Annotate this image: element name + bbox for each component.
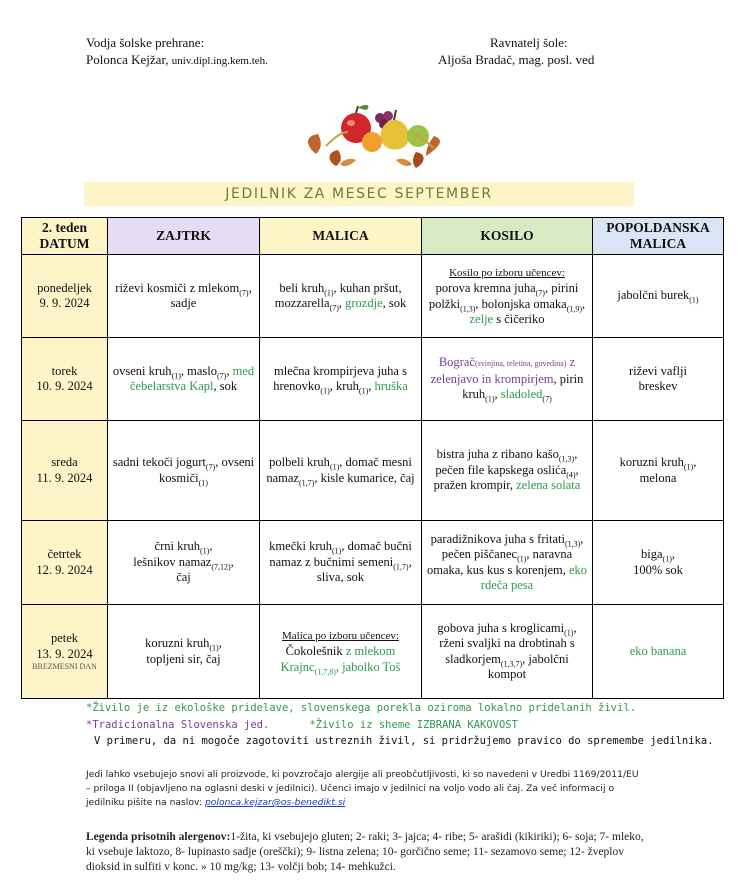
date-label: DATUM [39, 236, 90, 251]
allergy-info [86, 768, 646, 810]
malica-cell: polbeli kruh$_{(1)}$, domač mesni namaz$_{(1,7)}$, kisle kumarice, čaj [260, 421, 422, 521]
day-name: torek [51, 363, 78, 378]
day-date: 9. 9. 2024 [39, 296, 90, 310]
headmaster-name: Aljoša Bradač, mag. posl. ved [438, 52, 595, 67]
pop-malica-cell: jabolčni burek$_{(1)}$ [593, 255, 724, 338]
day-name: petek [50, 631, 79, 645]
contact-email-link[interactable]: polonca.kejzar@os-benedikt.si [204, 797, 346, 808]
notes-block [86, 700, 714, 750]
day-name: četrtek [47, 547, 82, 561]
menu-title: JEDILNIK ZA MESEC SEPTEMBER [225, 186, 493, 202]
day-date: 12. 9. 2024 [36, 562, 93, 577]
notes-line-2 [86, 717, 714, 734]
legend-text: 1-žita, ki vsebujejo gluten; 2- raki; 3- jajca; 4- ribe; 5- arašidi (kikiriki); 6- soja; 7- mleko, ki vsebuje laktozo, 8- lupinasto sadje (oreščki); 9- listna zelena; 10- gorčično seme; 11- sezamovo seme; 12- žveplov dioksid in sulfiti v konc. » 10 mg/kg; 13- volčji bob; 14- mehkužci. [86, 831, 644, 873]
disclaimer-note: V primeru, da ni mogoče zagotoviti ustreznih živil, si pridržujemo pravico do spremembe jedilnika. [94, 735, 714, 747]
allergy-info-text: Jedi lahko vsebujejo snovi ali proizvode, ki povzročajo alergije ali preobčutljivosti, ki so navedeni v Uredbi 1169/2011/EU – priloga II (objavljeno na oglasni deski v jedilnici). Učenci imajo v jedilnici na voljo vodo ali čaj. Za več informacij o jedilniku pišite na naslov: [86, 769, 639, 808]
pop-label-1: POPOLDANSKA [606, 220, 710, 235]
kosilo-cell: Kosilo po izboru učencev: porova kremna juha$_{(7)}$, pirini polžki$_{(1,3)}$, bolonjska omaka$_{(1,9)}$, zelje s čičeriko [422, 255, 593, 338]
day-name: sreda [51, 455, 78, 469]
kosilo-cell: gobova juha s kroglicami$_{(1)}$, rženi svaljki na drobtinah s sladkorjem$_{(1,3,7)}$, jabolčni kompot [422, 605, 593, 699]
quality-note: *Živilo iz sheme IZBRANA KAKOVOST [309, 718, 518, 731]
week-label: 2. teden [42, 220, 87, 235]
table-row [22, 255, 724, 338]
pop-malica-cell: biga$_{(1)}$, 100% sok [593, 521, 724, 605]
pop-malica-cell: riževi vaflji breskev [593, 338, 724, 421]
allergen-legend [86, 830, 646, 875]
zajtrk-column-header: ZAJTRK [108, 218, 260, 255]
zajtrk-cell: riževi kosmiči z mlekom$_{(7)}$, sadje [108, 255, 260, 338]
meatless-day-note: BREZMESNI DAN [32, 662, 97, 671]
table-header-row [22, 218, 724, 255]
zajtrk-cell: črni kruh$_{(1)}$, lešnikov namaz$_{(7,12)}$, čaj [108, 521, 260, 605]
kosilo-cell: Bograč(svinjina, teletina, govedina) z zelenjavo in krompirjem, pirin kruh$_{(1)}$, sladoled$_{(7)}$ [422, 338, 593, 421]
malica-cell: Malica po izboru učencev: Čokolešnik z mlekom Krajnc$_{(1,7,8)}$, jabolko Toš [260, 605, 422, 699]
pop-label-2: MALICA [629, 236, 687, 251]
malica-cell: mlečna krompirjeva juha s hrenovko$_{(1)}$, kruh$_{(1)}$, hruška [260, 338, 422, 421]
kosilo-cell: paradižnikova juha s fritati$_{(1,3)}$, pečen piščanec$_{(1)}$, naravna omaka, kus kus s korenjem, eko rdeča pesa [422, 521, 593, 605]
day-date: 10. 9. 2024 [36, 379, 93, 393]
zajtrk-cell: sadni tekoči jogurt$_{(7)}$, ovseni kosmiči$_{(1)}$ [108, 421, 260, 521]
zajtrk-cell: ovseni kruh$_{(1)}$, maslo$_{(7)}$, med čebelarstva Kapl, sok [108, 338, 260, 421]
popoldanska-malica-column-header [593, 218, 724, 255]
day-cell [22, 255, 108, 338]
day-name: ponedeljek [37, 280, 92, 295]
malica-column-header: MALICA [260, 218, 422, 255]
headmaster-signature [438, 34, 594, 68]
table-row [22, 338, 724, 421]
kosilo-cell: bistra juha z ribano kašo$_{(1,3)}$, pečen file kapskega oslića$_{(4)}$, pražen krompir, zelena solata [422, 421, 593, 521]
table-row [22, 521, 724, 605]
food-manager-title: univ.dipl.ing.kem.teh. [171, 55, 268, 67]
fruit-decoration-image [296, 96, 456, 172]
date-column-header [22, 218, 108, 255]
day-date: 11. 9. 2024 [36, 470, 93, 485]
food-manager-name: Polonca Kejžar, [86, 52, 169, 67]
day-cell [22, 421, 108, 521]
legend-label: Legenda prisotnih alergenov: [86, 831, 231, 843]
pop-malica-cell: koruzni kruh$_{(1)}$, melona [593, 421, 724, 521]
menu-title-bar [84, 182, 634, 206]
malica-cell: kmečki kruh$_{(1)}$, domač bučni namaz z bučnimi semeni$_{(1,7)}$, sliva, sok [260, 521, 422, 605]
day-cell [22, 338, 108, 421]
traditional-note: *Tradicionalna Slovenska jed. [86, 718, 270, 731]
table-row [22, 605, 724, 699]
table-row [22, 421, 724, 521]
eco-note: *Živilo je iz ekološke pridelave, slovenskega porekla oziroma lokalno pridelanih živil. [86, 702, 636, 714]
malica-cell: beli kruh$_{(1)}$, kuhan pršut, mozzarella$_{(7)}$, grozdje, sok [260, 255, 422, 338]
day-cell [22, 605, 108, 699]
pop-malica-cell: eko banana [593, 605, 724, 699]
day-cell [22, 521, 108, 605]
zajtrk-cell: koruzni kruh$_{(1)}$, topljeni sir, čaj [108, 605, 260, 699]
food-manager-signature [86, 34, 268, 70]
food-manager-role: Vodja šolske prehrane: [86, 35, 205, 50]
headmaster-role: Ravnatelj šole: [490, 35, 568, 50]
day-date: 13. 9. 2024 [36, 646, 93, 661]
kosilo-column-header: KOSILO [422, 218, 593, 255]
menu-table [21, 217, 724, 699]
